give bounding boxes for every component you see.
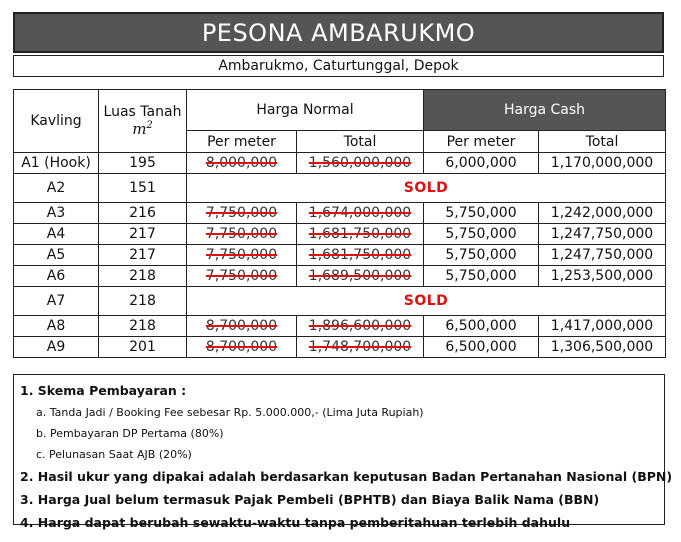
note-ajb: c. Pelunasan Saat AJB (20%) [36,448,192,461]
normal-per-meter-cell: 7,750,000 [187,203,297,224]
normal-total-cell: 1,674,000,000 [297,203,424,224]
luas-cell: 217 [99,224,187,245]
table-row [14,174,666,203]
cash-total-cell: 1,306,500,000 [539,337,666,358]
unit-label: $m^2$ [132,120,153,138]
luas-cell: 218 [99,266,187,287]
normal-per-meter-cell: 8,000,000 [187,153,297,174]
normal-total-cell: 1,896,600,000 [297,316,424,337]
cash-total-cell: 1,170,000,000 [539,153,666,174]
cash-total-cell: 1,417,000,000 [539,316,666,337]
luas-cell: 218 [99,287,187,316]
kavling-cell: A4 [14,224,99,245]
table-row [14,203,666,224]
luas-cell: 217 [99,245,187,266]
cash-per-meter-cell: 5,750,000 [424,224,539,245]
sold-label-cell [187,174,666,203]
luas-cell: 201 [99,337,187,358]
note-booking-fee: a. Tanda Jadi / Booking Fee sebesar Rp. 5.000.000,- (Lima Juta Rupiah) [36,406,424,419]
sold-badge: SOLD [403,293,449,309]
note-price-change: 4. Harga dapat berubah sewaktu-waktu tanpa pemberitahuan terlebih dahulu [20,515,571,530]
cash-per-meter-cell: 6,500,000 [424,316,539,337]
normal-total-cell: 1,748,700,000 [297,337,424,358]
luas-cell: 195 [99,153,187,174]
col-header-harga-cash: Harga Cash [424,90,666,131]
kavling-cell: A5 [14,245,99,266]
cash-total-cell: 1,247,750,000 [539,224,666,245]
kavling-cell: A1 (Hook) [14,153,99,174]
note-bpn: 2. Hasil ukur yang dipakai adalah berdasarkan keputusan Badan Pertanahan Nasional (BPN) [20,469,673,484]
normal-per-meter-cell: 7,750,000 [187,224,297,245]
sold-badge: SOLD [403,180,449,196]
kavling-cell: A7 [14,287,99,316]
note-payment-scheme: 1. Skema Pembayaran : [20,383,187,398]
normal-total-cell: 1,681,750,000 [297,224,424,245]
sold-label-cell [187,287,666,316]
col-header-cash-per-meter: Per meter [424,131,539,153]
col-header-kavling: Kavling [14,90,99,153]
normal-total-cell: 1,681,750,000 [297,245,424,266]
col-header-harga-normal: Harga Normal [187,90,424,131]
table-row [14,266,666,287]
luas-cell: 216 [99,203,187,224]
price-table [13,89,666,358]
col-header-normal-total: Total [297,131,424,153]
cash-total-cell: 1,253,500,000 [539,266,666,287]
cash-total-cell: 1,247,750,000 [539,245,666,266]
normal-per-meter-cell: 7,750,000 [187,245,297,266]
terms-notes [13,374,673,530]
col-header-luas-tanah [99,90,187,153]
col-header-normal-per-meter: Per meter [187,131,297,153]
location-subtitle: Ambarukmo, Caturtunggal, Depok [13,55,664,77]
cash-per-meter-cell: 5,750,000 [424,203,539,224]
table-row [14,224,666,245]
normal-per-meter-cell: 8,700,000 [187,337,297,358]
table-row [14,316,666,337]
normal-total-cell: 1,560,000,000 [297,153,424,174]
note-tax: 3. Harga Jual belum termasuk Pajak Pembeli (BPHTB) dan Biaya Balik Nama (BBN) [20,492,600,507]
page-title: PESONA AMBARUKMO [13,12,664,53]
cash-per-meter-cell: 5,750,000 [424,266,539,287]
kavling-cell: A3 [14,203,99,224]
table-row [14,153,666,174]
normal-per-meter-cell: 8,700,000 [187,316,297,337]
kavling-cell: A8 [14,316,99,337]
col-header-cash-total: Total [539,131,666,153]
kavling-cell: A9 [14,337,99,358]
normal-total-cell: 1,689,500,000 [297,266,424,287]
note-dp: b. Pembayaran DP Pertama (80%) [36,427,224,440]
luas-cell: 151 [99,174,187,203]
kavling-cell: A6 [14,266,99,287]
kavling-cell: A2 [14,174,99,203]
cash-per-meter-cell: 5,750,000 [424,245,539,266]
table-row [14,245,666,266]
cash-per-meter-cell: 6,000,000 [424,153,539,174]
table-row [14,337,666,358]
cash-total-cell: 1,242,000,000 [539,203,666,224]
luas-cell: 218 [99,316,187,337]
cash-per-meter-cell: 6,500,000 [424,337,539,358]
table-row [14,287,666,316]
normal-per-meter-cell: 7,750,000 [187,266,297,287]
luas-tanah-label: Luas Tanah [103,104,182,120]
